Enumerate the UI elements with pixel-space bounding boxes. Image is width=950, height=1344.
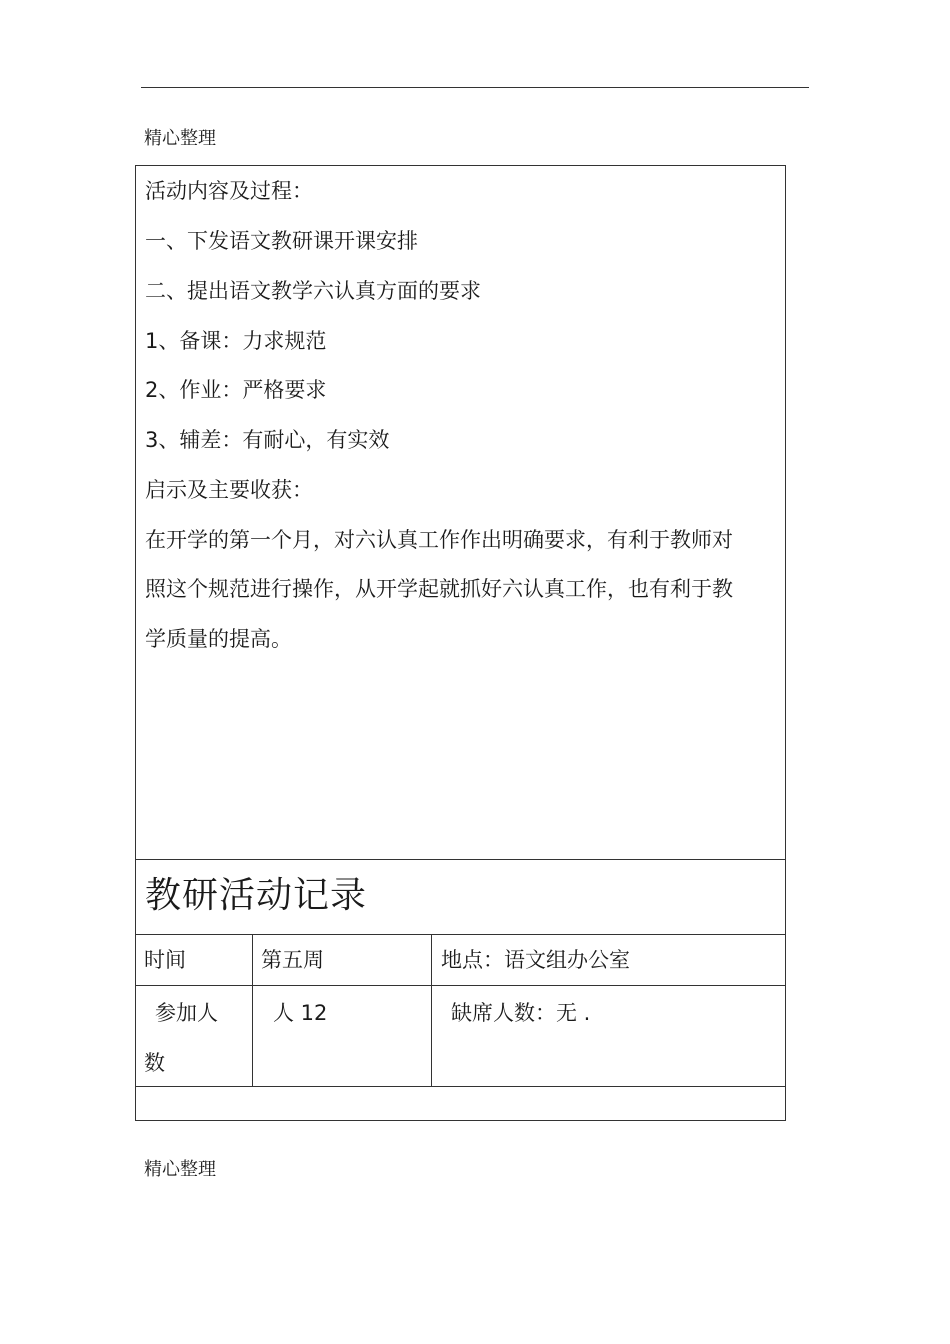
activity-content-cell: [136, 166, 785, 860]
activity-record-table: [135, 165, 786, 1121]
content-line: 二、提出语文教学六认真方面的要求: [145, 279, 481, 303]
content-line: 一、下发语文教研课开课安排: [145, 229, 418, 253]
absent-text: 缺席人数：无 .: [451, 1001, 591, 1025]
attendees-value: 人 12: [273, 1001, 328, 1025]
header-label: 精心整理: [144, 128, 216, 149]
content-line: 照这个规范进行操作，从开学起就抓好六认真工作，也有利于教: [145, 577, 733, 601]
attendees-value-cell: [253, 986, 432, 1086]
attendees-label-line2: 数: [144, 1051, 165, 1075]
time-label-cell: [136, 935, 253, 985]
time-label: 时间: [144, 948, 186, 972]
record-title-row: [136, 860, 785, 935]
absent-cell: [432, 986, 785, 1086]
footer-label: 精心整理: [144, 1159, 216, 1180]
content-line: 2、作业：严格要求: [145, 378, 327, 402]
time-value-cell: [253, 935, 432, 985]
content-line: 在开学的第一个月，对六认真工作作出明确要求，有利于教师对: [145, 528, 733, 552]
content-line: 3、辅差：有耐心，有实效: [145, 428, 390, 452]
location-cell: [432, 935, 785, 985]
content-line: 活动内容及过程：: [145, 179, 313, 203]
content-line: 学质量的提高。: [145, 627, 292, 651]
time-value: 第五周: [261, 948, 324, 972]
content-line: 启示及主要收获：: [145, 478, 313, 502]
time-location-row: [136, 935, 785, 986]
blank-row: [136, 1087, 785, 1120]
header-rule: [141, 87, 809, 88]
location-text: 地点：语文组办公室: [441, 948, 630, 972]
attendance-row: [136, 986, 785, 1087]
attendees-label-cell: [136, 986, 253, 1086]
attendees-label-line1: 参加人: [155, 1001, 218, 1025]
content-line: 1、备课：力求规范: [145, 329, 327, 353]
record-title: 教研活动记录: [145, 875, 368, 916]
